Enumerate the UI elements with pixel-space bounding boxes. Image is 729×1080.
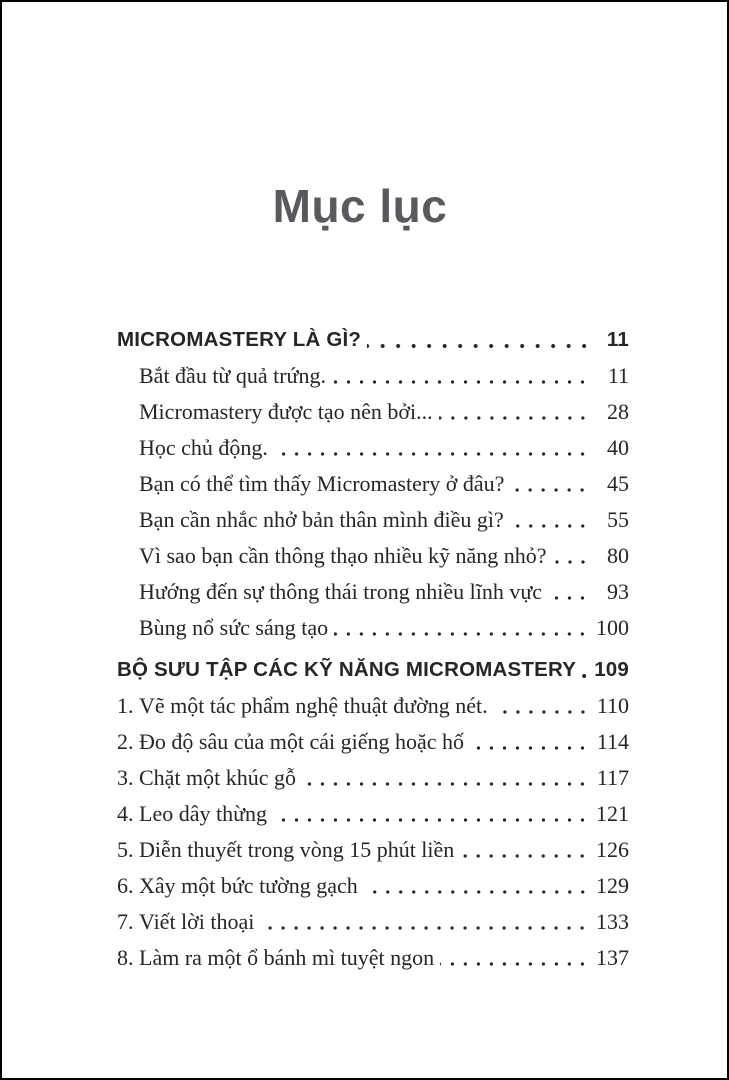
toc-entry-row[interactable] [117,466,629,502]
toc-entry-row[interactable] [117,502,629,538]
toc-entry-label: MICROMASTERY LÀ GÌ? [117,328,362,351]
toc-entry-row[interactable] [117,904,629,940]
toc-entry-page: 55 [607,507,629,532]
dot-leader [364,868,589,904]
toc-entry-label: Xây một bức tường gạch [139,873,358,898]
toc-entry-label: Bùng nổ sức sáng tạo [139,615,329,640]
toc-entry-page: 100 [596,615,629,640]
toc-entry-number: 6. [117,873,134,898]
toc-entry-row[interactable] [117,394,629,430]
toc-entry-row[interactable] [117,574,629,610]
toc-entry-page: 45 [607,471,629,496]
toc-entry-number: 5. [117,837,134,862]
toc-entry-number: 1. [117,693,134,718]
toc-entry-label: Bạn có thể tìm thấy Micromastery ở đâu? [139,471,505,496]
toc-entry-row[interactable] [117,832,629,868]
toc-entry-label: Đo độ sâu của một cái giếng hoặc hố [139,729,465,754]
dot-leader [510,466,589,502]
dot-leader [260,904,589,940]
toc-entry-page: 93 [607,579,629,604]
toc-entry-label: Vẽ một tác phẩm nghệ thuật đường nét. [139,693,488,718]
dot-leader [332,358,589,394]
dot-leader [510,502,589,538]
dot-leader [302,760,589,796]
toc-entry-label: Viết lời thoại [139,909,255,934]
toc-entry-label: Học chủ động. [139,435,268,460]
toc-entry-page: 40 [607,435,629,460]
toc-entry-label: Bắt đầu từ quả trứng. [139,363,326,388]
toc-entry-page: 80 [607,543,629,568]
toc-entry-label: BỘ SƯU TẬP CÁC KỸ NĂNG MICROMASTERY [117,658,577,681]
toc-entry-label: Vì sao bạn cần thông thạo nhiều kỹ năng nhỏ? [139,543,547,568]
dot-leader [440,940,589,976]
toc-entry-label: Làm ra một ổ bánh mì tuyệt ngon [139,945,435,970]
toc-entry-page: 114 [596,729,629,754]
toc-entry-row[interactable] [117,358,629,394]
toc-entry-page: 28 [607,399,629,424]
toc-entry-row[interactable] [117,430,629,466]
dot-leader [367,322,592,358]
toc-section-heading-row[interactable] [117,322,629,358]
dot-leader [548,574,589,610]
toc-entry-page: 110 [596,693,629,718]
toc-entry-page: 129 [596,873,629,898]
toc-list [117,322,629,976]
toc-entry-row[interactable] [117,940,629,976]
page-title: Mục lục [272,180,448,232]
dot-leader [334,610,589,646]
dot-leader [274,430,589,466]
dot-leader [494,688,589,724]
toc-entry-page: 11 [607,363,629,388]
toc-entry-page: 109 [594,658,629,681]
toc-entry-row[interactable] [117,724,629,760]
toc-section-heading-row[interactable] [117,652,629,688]
toc-entry-number: 2. [117,729,134,754]
toc-entry-row[interactable] [117,538,629,574]
toc-entry-row[interactable] [117,760,629,796]
dot-leader [273,796,589,832]
toc-entry-number: 3. [117,765,134,790]
dot-leader [553,538,589,574]
toc-entry-label: Leo dây thừng [139,801,268,826]
toc-entry-row[interactable] [117,610,629,646]
toc-entry-page: 126 [596,837,629,862]
toc-entry-label: Hướng đến sự thông thái trong nhiều lĩnh vực [139,579,543,604]
toc-entry-row[interactable] [117,868,629,904]
toc-entry-row[interactable] [117,688,629,724]
toc-entry-page: 137 [596,945,629,970]
toc-entry-number: 8. [117,945,134,970]
toc-entry-row[interactable] [117,796,629,832]
toc-entry-page: 133 [596,909,629,934]
toc-entry-number: 4. [117,801,134,826]
toc-entry-label: Chặt một khúc gỗ [139,765,297,790]
toc-entry-label: Micromastery được tạo nên bởi... [139,399,433,424]
toc-entry-page: 117 [596,765,629,790]
toc-entry-page: 11 [606,328,629,351]
toc-entry-page: 121 [596,801,629,826]
toc-entry-label: Diễn thuyết trong vòng 15 phút liền [139,837,455,862]
dot-leader [582,652,592,688]
toc-entry-number: 7. [117,909,134,934]
dot-leader [460,832,589,868]
dot-leader [470,724,589,760]
dot-leader [439,394,589,430]
toc-entry-label: Bạn cần nhắc nhở bản thân mình điều gì? [139,507,504,532]
